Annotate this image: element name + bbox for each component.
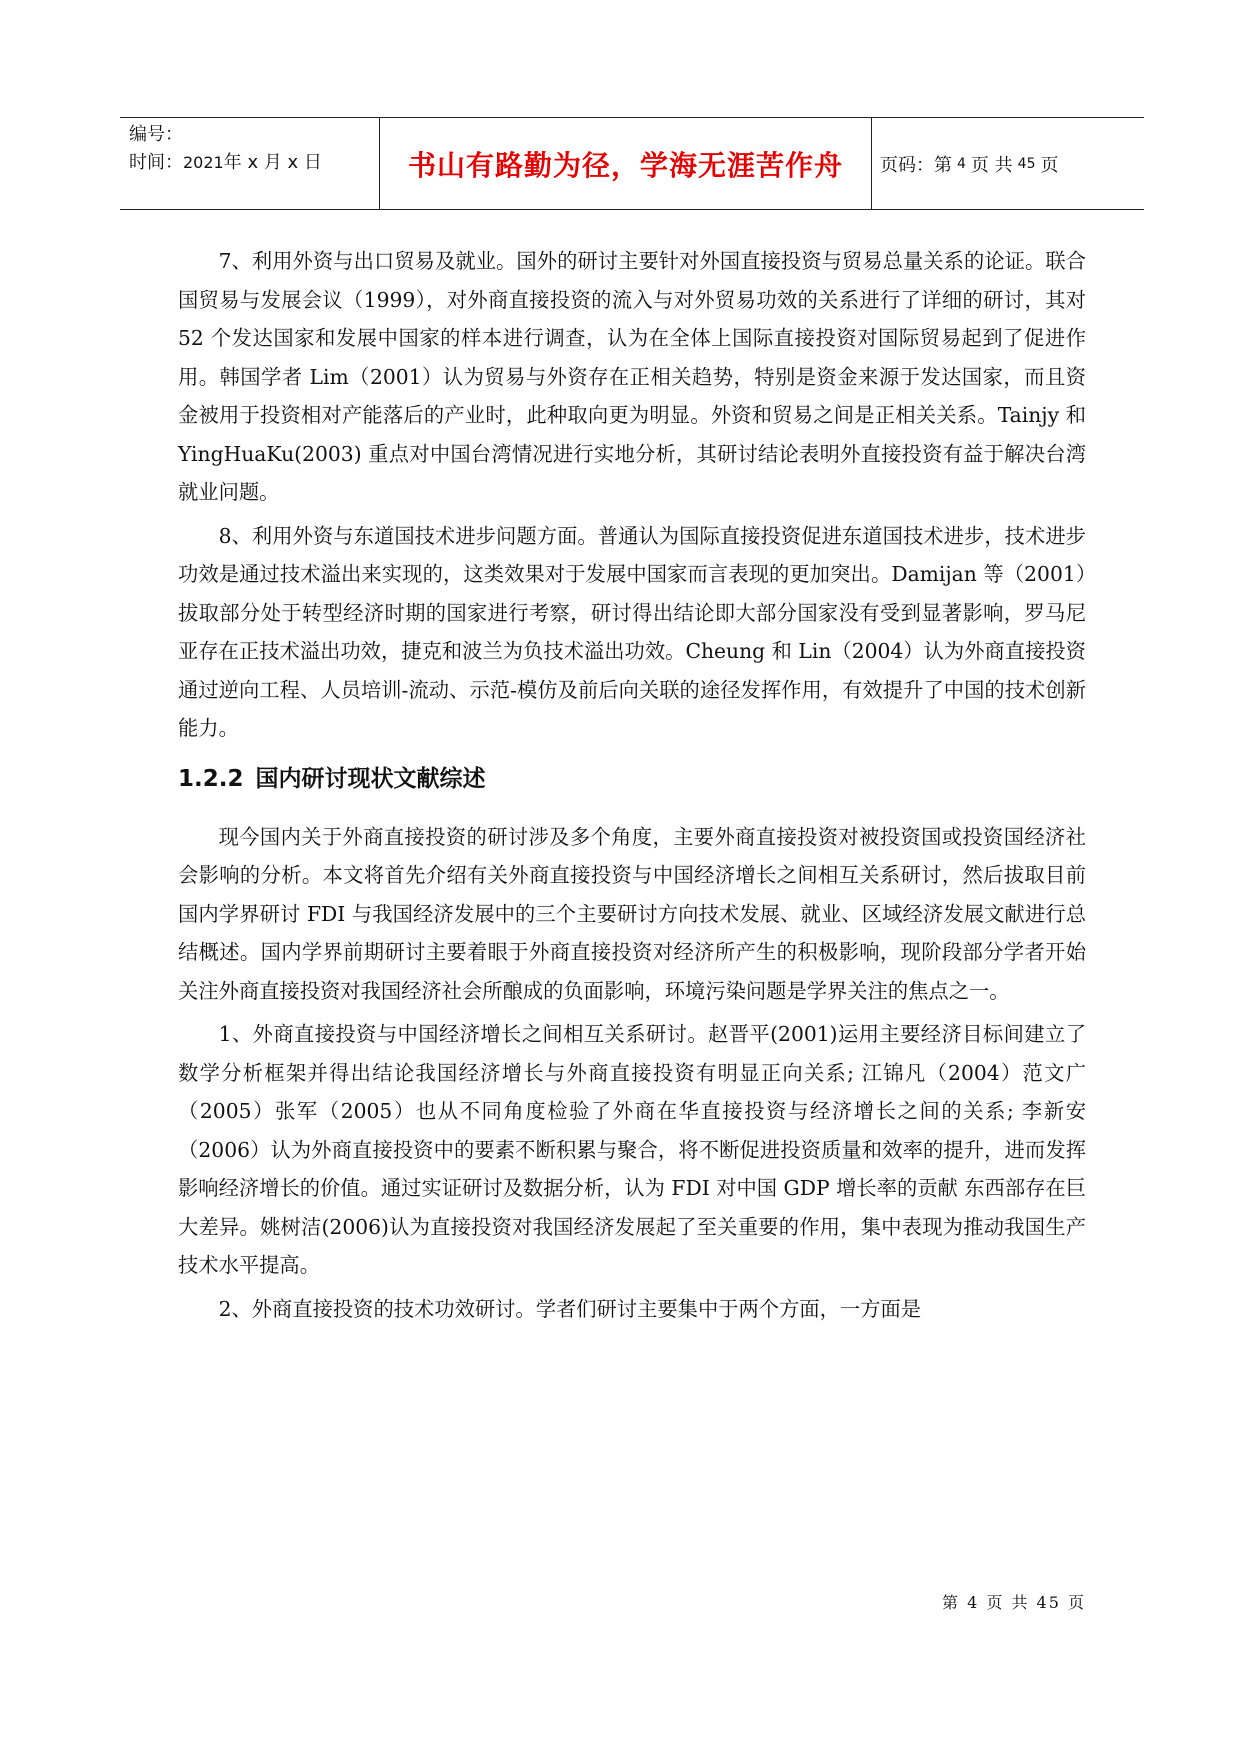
document-body [178, 242, 1086, 1333]
header-info-cell [120, 118, 380, 209]
header-motto-cell [380, 118, 872, 209]
document-header [120, 117, 1144, 210]
paragraph-foreign-tech-progress: 8、利用外资与东道国技术进步问题方面。普通认为国际直接投资促进东道国技术进步，技术进步功效是通过技术溢出来实现的，这类效果对于发展中国家而言表现的更加突出。Damijan 等（2001）拔取部分处于转型经济时期的国家进行考察，研讨得出结论即大部分国家没有受到显著影响，罗马尼亚存在正技术溢出功效，捷克和波兰为负技术溢出功效。Cheung 和 Lin（2004）认为外商直接投资通过逆向工程、人员培训-流动、示范-模仿及前后向关联的途径发挥作用，有效提升了中国的技术创新能力。 [178, 523, 1086, 740]
header-page-cell [872, 118, 1144, 209]
time-rest: 年 x 月 x 日 [223, 152, 322, 173]
section-heading [178, 762, 1086, 796]
page-suffix: 页 [1040, 154, 1059, 176]
paragraph-domestic-tech: 2、外商直接投资的技术功效研讨。学者们研讨主要集中于两个方面，一方面是 [218, 1296, 922, 1321]
paragraph-domestic-overview: 现今国内关于外商直接投资的研讨涉及多个角度，主要外商直接投资对被投资国或投资国经济社会影响的分析。本文将首先介绍有关外商直接投资与中国经济增长之间相互关系研讨，然后拔取目前国内学界研讨 FDI 与我国经济发展中的三个主要研讨方向技术发展、就业、区域经济发展文献进行总结概述。国内学界前期研讨主要着眼于外商直接投资对经济所产生的积极影响，现阶段部分学者开始关注外商直接投资对我国经济社会所酿成的负面影响，环境污染问题是学界关注的焦点之一。 [178, 824, 1086, 1003]
time-year: 2021 [183, 153, 224, 172]
motto-text: 书山有路勤为径，学海无涯苦作舟 [407, 148, 843, 182]
page-mid: 页 共 [970, 154, 1013, 176]
page-total: 45 [1017, 155, 1036, 172]
section-number: 1.2.2 [178, 765, 244, 792]
page-footer: 第 4 页 共 45 页 [942, 1593, 1086, 1612]
page-current: 4 [957, 155, 966, 172]
section-title: 国内研讨现状文献综述 [255, 765, 486, 792]
date-line [129, 149, 379, 177]
page-prefix: 页码：第 [880, 154, 952, 176]
time-prefix: 时间： [129, 152, 183, 173]
paragraph-domestic-growth: 1、外商直接投资与中国经济增长之间相互关系研讨。赵晋平(2001)运用主要经济目标间建立了数学分析框架并得出结论我国经济增长与外商直接投资有明显正向关系; 江锦凡（2004）范文广（2005）张军（2005）也从不同角度检验了外商在华直接投资与经济增长之间的关系; 李新安（2006）认为外商直接投资中的要素不断积累与聚合，将不断促进投资质量和效率的提升，进而发挥影响经济增长的价值。通过实证研讨及数据分析，认为 FDI 对中国 GDP 增长率的贡献 东西部存在巨大差异。姚树洁(2006)认为直接投资对我国经济发展起了至关重要的作用，集中表现为推动我国生产技术水平提高。 [178, 1022, 1086, 1277]
paragraph-foreign-trade-employment: 7、利用外资与出口贸易及就业。国外的研讨主要针对外国直接投资与贸易总量关系的论证。联合国贸易与发展会议（1999），对外商直接投资的流入与对外贸易功效的关系进行了详细的研讨，其对 52 个发达国家和发展中国家的样本进行调查，认为在全体上国际直接投资对国际贸易起到了促进作用。韩国学者 Lim（2001）认为贸易与外资存在正相关趋势，特别是资金来源于发达国家，而且资金被用于投资相对产能落后的产业时，此种取向更为明显。外资和贸易之间是正相关关系。Tainjy 和YingHuaKu(2003) 重点对中国台湾情况进行实地分析，其研讨结论表明外直接投资有益于解决台湾就业问题。 [178, 249, 1086, 504]
serial-label: 编号： [129, 124, 183, 145]
